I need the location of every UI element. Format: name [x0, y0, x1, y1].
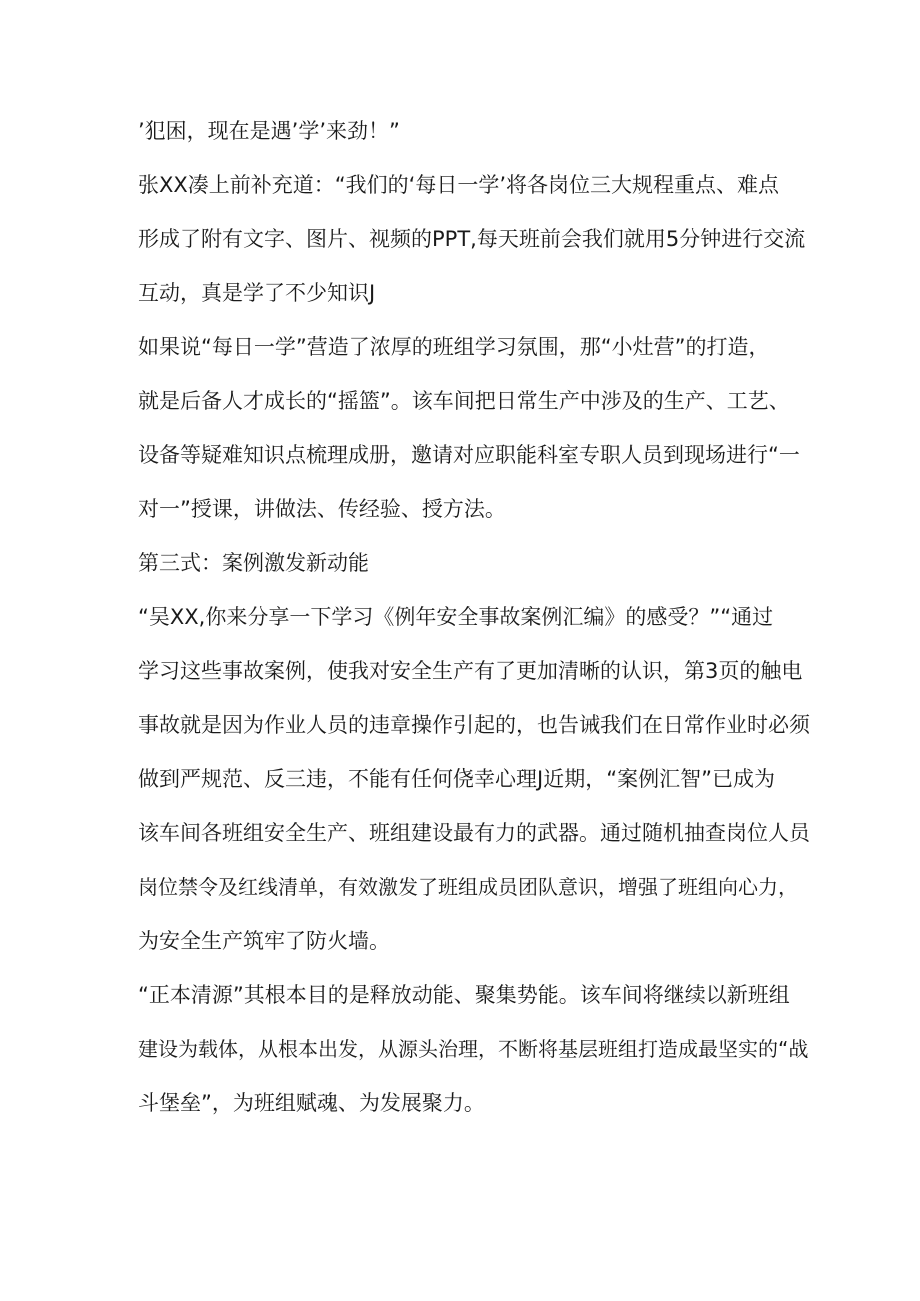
text-line: 对一”授课，讲做法、传经验、授方法。 [138, 497, 506, 521]
text-line: 学习这些事故案例，使我对安全生产有了更加清晰的认识，第3页的触电 [138, 659, 803, 683]
text-line: “吴XX,你来分享一下学习《例年安全事故案例汇编》的感受？”“通过 [138, 605, 774, 629]
text-line: 如果说“每日一学”营造了浓厚的班组学习氛围，那“小灶营”的打造， [138, 335, 770, 359]
text-line: 为安全生产筑牢了防火墙。 [138, 929, 390, 953]
text-line: 岗位禁令及红线清单，有效激发了班组成员团队意识，增强了班组向心力， [138, 875, 798, 899]
text-line: 形成了附有文字、图片、视频的PPT,每天班前会我们就用5分钟进行交流 [138, 227, 806, 251]
text-line: 该车间各班组安全生产、班组建设最有力的武器。通过随机抽查岗位人员 [138, 821, 810, 845]
text-line: 设备等疑难知识点梳理成册，邀请对应职能科室专职人员到现场进行“一 [138, 443, 800, 467]
text-line: 互动，真是学了不少知识J [138, 281, 376, 305]
text-line: “正本清源”其根本目的是释放动能、聚集势能。该车间将继续以新班组 [138, 983, 790, 1007]
text-line: 张XX凑上前补充道：“我们的‘每日一学’将各岗位三大规程重点、难点 [138, 173, 779, 197]
text-line: ’犯困，现在是遇’学’来劲！” [138, 119, 400, 143]
section-heading: 第三式：案例激发新动能 [138, 551, 369, 575]
text-line: 事故就是因为作业人员的违章操作引起的，也告诫我们在日常作业时必须 [138, 713, 810, 737]
text-line: 就是后备人才成长的“摇篮”。该车间把日常生产中涉及的生产、工艺、 [138, 389, 790, 413]
text-line: 斗堡垒”，为班组赋魂、为发展聚力。 [138, 1091, 485, 1115]
text-line: 做到严规范、反三违，不能有任何侥幸心理J近期，“案例汇智”已成为 [138, 767, 775, 791]
text-line: 建设为载体，从根本出发，从源头治理，不断将基层班组打造成最坚实的“战 [138, 1037, 809, 1061]
